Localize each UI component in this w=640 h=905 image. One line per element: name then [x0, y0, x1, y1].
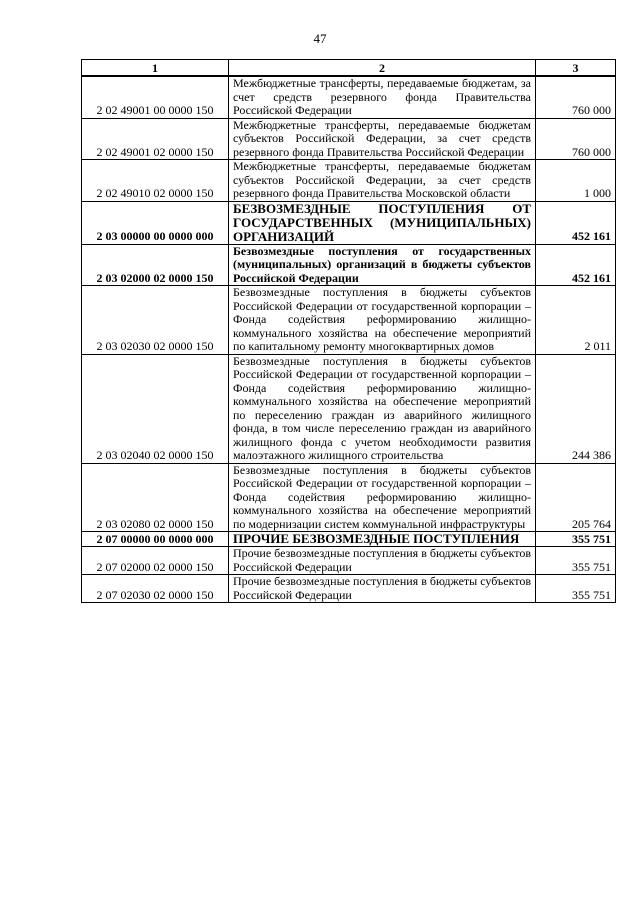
- amount-cell: 452 161: [536, 201, 616, 244]
- description-cell: ПРОЧИЕ БЕЗВОЗМЕЗДНЫЕ ПОСТУПЛЕНИЯ: [229, 532, 536, 547]
- amount-cell: 2 011: [536, 286, 616, 355]
- table-row: [82, 244, 616, 286]
- budget-code-cell: 2 07 00000 00 0000 000: [82, 532, 229, 547]
- description-cell: Межбюджетные трансферты, передаваемые бюджетам субъектов Российской Федерации, за счет средств резервного фонда Правительства Московской области: [229, 160, 536, 202]
- column-header-amount: 3: [536, 60, 616, 77]
- description-cell: Безвозмездные поступления в бюджеты субъектов Российской Федерации от государственной корпорации – Фонда содействия реформированию жилищно-коммунального хозяйства на обеспечение мероприятий по модернизации систем коммунальной инфраструктуры: [229, 463, 536, 532]
- table-row: [82, 575, 616, 603]
- amount-cell: 1 000: [536, 160, 616, 202]
- budget-revenue-table: [81, 59, 616, 603]
- amount-cell: 355 751: [536, 575, 616, 603]
- amount-cell: 760 000: [536, 118, 616, 160]
- amount-cell: 452 161: [536, 244, 616, 286]
- budget-code-cell: 2 02 49001 00 0000 150: [82, 76, 229, 118]
- amount-cell: 760 000: [536, 76, 616, 118]
- table-row: [82, 76, 616, 118]
- budget-code-cell: 2 02 49001 02 0000 150: [82, 118, 229, 160]
- page-number: 47: [313, 31, 327, 46]
- description-cell: Безвозмездные поступления в бюджеты субъектов Российской Федерации от государственной корпорации – Фонда содействия реформированию жилищно-коммунального хозяйства на обеспечение мероприятий по переселению граждан из аварийного жилищного фонда, в том числе переселению граждан из аварийного жилищного фонда с учетом необходимости развития малоэтажного жилищного строительства: [229, 354, 536, 463]
- budget-code-cell: 2 03 02000 02 0000 150: [82, 244, 229, 286]
- amount-cell: 205 764: [536, 463, 616, 532]
- budget-code-cell: 2 03 02080 02 0000 150: [82, 463, 229, 532]
- table-row: [82, 201, 616, 244]
- description-cell: Межбюджетные трансферты, передаваемые бюджетам субъектов Российской Федерации, за счет средств резервного фонда Правительства Российской Федерации: [229, 118, 536, 160]
- amount-cell: 355 751: [536, 547, 616, 575]
- column-header-description: 2: [229, 60, 536, 77]
- description-cell: Безвозмездные поступления в бюджеты субъектов Российской Федерации от государственной корпорации – Фонда содействия реформированию жилищно-коммунального хозяйства на обеспечение мероприятий по капитальному ремонту многоквартирных домов: [229, 286, 536, 355]
- description-cell: Прочие безвозмездные поступления в бюджеты субъектов Российской Федерации: [229, 575, 536, 603]
- table-row: [82, 118, 616, 160]
- table-row: [82, 160, 616, 202]
- budget-code-cell: 2 03 02030 02 0000 150: [82, 286, 229, 355]
- budget-code-cell: 2 03 02040 02 0000 150: [82, 354, 229, 463]
- description-cell: Безвозмездные поступления от государственных (муниципальных) организаций в бюджеты субъектов Российской Федерации: [229, 244, 536, 286]
- table-row: [82, 463, 616, 532]
- description-cell: Прочие безвозмездные поступления в бюджеты субъектов Российской Федерации: [229, 547, 536, 575]
- column-header-code: 1: [82, 60, 229, 77]
- budget-code-cell: 2 02 49010 02 0000 150: [82, 160, 229, 202]
- amount-cell: 244 386: [536, 354, 616, 463]
- amount-cell: 355 751: [536, 532, 616, 547]
- description-cell: БЕЗВОЗМЕЗДНЫЕ ПОСТУПЛЕНИЯ ОТ ГОСУДАРСТВЕННЫХ (МУНИЦИПАЛЬНЫХ) ОРГАНИЗАЦИЙ: [229, 201, 536, 244]
- budget-code-cell: 2 07 02030 02 0000 150: [82, 575, 229, 603]
- budget-code-cell: 2 07 02000 02 0000 150: [82, 547, 229, 575]
- table-row: [82, 547, 616, 575]
- table-row: [82, 354, 616, 463]
- table-row: [82, 286, 616, 355]
- description-cell: Межбюджетные трансферты, передаваемые бюджетам, за счет средств резервного фонда Правительства Российской Федерации: [229, 76, 536, 118]
- budget-code-cell: 2 03 00000 00 0000 000: [82, 201, 229, 244]
- table-header-row: [82, 60, 616, 77]
- table-row: [82, 532, 616, 547]
